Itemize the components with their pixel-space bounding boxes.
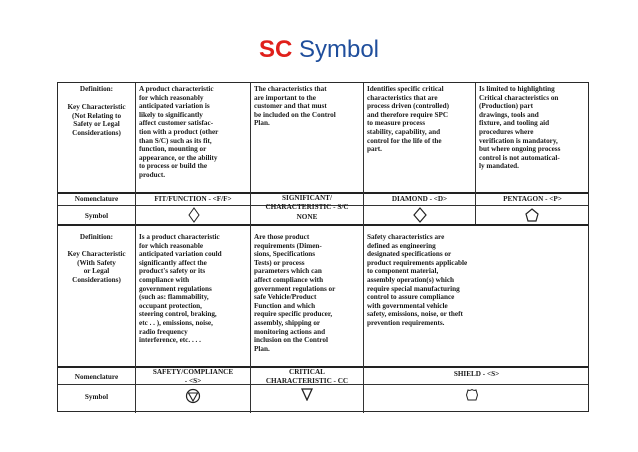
nomenclature-significant: SIGNIFICANT/ CHARACTERISTIC - S/C (265, 194, 349, 211)
bottom-key-characteristic-label: Key Characteristic (With Safety or Legal Considerations) (67, 250, 126, 284)
def-critical-characteristic: Are those product requirements (Dimen- sions, Specifications Tests) or process parameters which can affect compliance with government regulations or safe Vehicle/Product Function and which require specific producer, assembly, shipping or monitoring actions and inclusion on the Control Plan. (254, 233, 336, 353)
def-diamond: Identifies specific critical characteristics that are process driven (controlled) and therefore require SPC to measure process stability, capability, and control for the life of the part. (367, 85, 449, 154)
def-safety-compliance: Is a product characteristic for which reasonable anticipated variation could significantly affect the product's safety or its compliance with government regulations (such as: flammability, occupant protection, steering control, braking, etc . . ), emissions, noise, radio frequency interference, etc. . . . (139, 233, 222, 345)
top-key-characteristic-label: Key Characteristic (Not Relating to Safety or Legal Considerations) (67, 103, 126, 137)
def-shield: Safety characteristics are defined as engineering designated specifications or product requirements applicable to component material, assembly operation(s) which require special manufacturing control to assure compliance with governmental vehicle safety, emissions, noise, or theft prevention requirements. (367, 233, 468, 327)
col-divider-3 (475, 83, 476, 224)
bottom-nomenclature-label: Nomenclature (74, 373, 119, 381)
def-pentagon: Is limited to highlighting Critical characteristics on (Production) part drawings, tools and fixture, and tooling aid procedures where verification is mandatory, but where ongoing process control is not automatical- ly mandated. (479, 85, 561, 171)
col-divider-1 (250, 83, 251, 413)
top-definition-label: Definition: (79, 85, 114, 93)
top-nomenclature-label: Nomenclature (74, 195, 119, 203)
nomenclature-shield: SHIELD - <S> (453, 370, 500, 378)
bottom-symbol-label: Symbol (84, 393, 109, 401)
safety-triangle-circle-icon (185, 388, 201, 404)
col-divider-2 (363, 83, 364, 413)
nomenclature-fit-function: FIT/FUNCTION - <F/F> (154, 195, 232, 203)
inverted-triangle-icon (301, 387, 313, 401)
diamond-icon (413, 207, 427, 223)
title-sc: SC (258, 36, 293, 63)
def-fit-function: A product characteristic for which reasonably anticipated variation is likely to significantly affect customer satisfac- tion with a product (other than S/C) such as its fit, function, mounting or appearance, or the ability to process or build the product. (139, 85, 219, 179)
nomenclature-critical: CRITICAL CHARACTERISTIC - CC (265, 368, 349, 385)
nomenclature-diamond: DIAMOND - <D> (391, 195, 448, 203)
top-symbol-label: Symbol (84, 212, 109, 220)
pentagon-icon (525, 208, 539, 222)
title-symbol: Symbol (298, 36, 380, 63)
diamond-outline-icon (188, 207, 200, 223)
nomenclature-pentagon: PENTAGON - <P> (503, 195, 562, 203)
symbol-none-text: NONE (296, 213, 318, 221)
page-title (0, 36, 638, 64)
col-divider-label (135, 83, 136, 413)
nomenclature-safety-compliance: SAFETY/COMPLIANCE - <S> (152, 368, 234, 385)
bottom-definition-label: Definition: (79, 233, 114, 241)
divider-section (58, 224, 588, 226)
def-significant-characteristic: The characteristics that are important to the customer and that must be included on the Control Plan. (254, 85, 336, 128)
shield-icon (465, 388, 479, 402)
characteristics-table (57, 82, 589, 412)
